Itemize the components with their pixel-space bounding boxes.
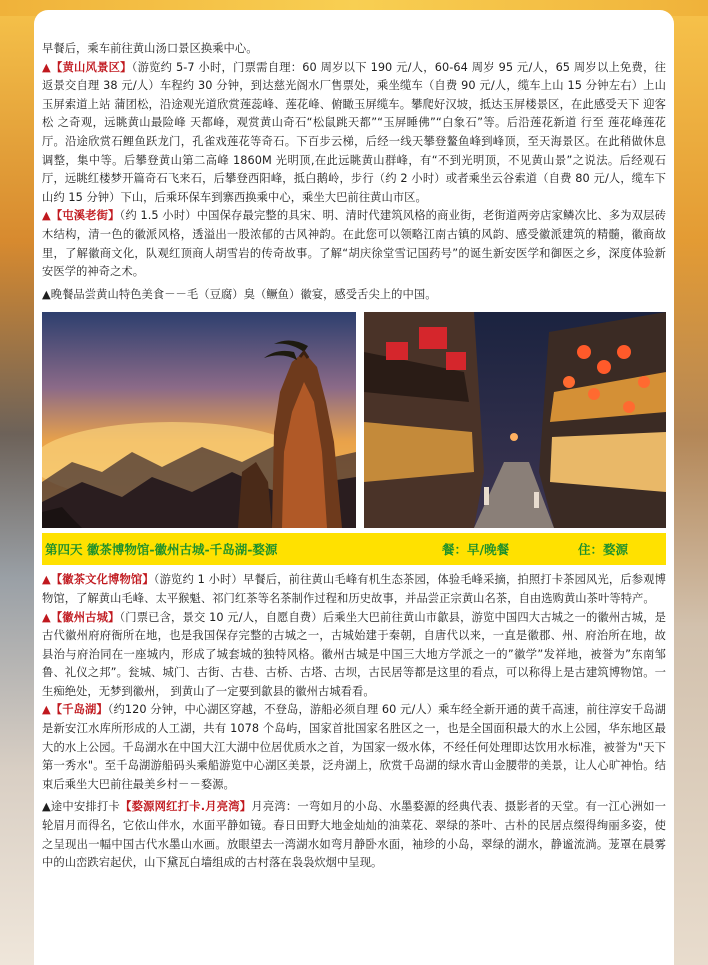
huangshan-pine-image [42,312,356,528]
moon-bay-paragraph [42,798,666,872]
itinerary-panel [34,10,674,965]
marker-icon: ▲ [42,703,51,717]
marker-icon: ▲ [42,209,51,223]
tunxi-paragraph [42,207,666,281]
tunxi-body: （约 1.5 小时）中国保存最完整的具宋、明、清时代建筑风格的商业街，老街道两旁店家鳞次比、多为双层砖木结构，清一色的徽派风格，透溢出一股浓郁的古风神韵。在此您可以领略江南古镇的风韵、感受徽派建筑的精髓，徽商故里，了解徽商文化，队观红顶商人胡雪岩的传奇故事。了解“胡庆徐堂雪记国药号”的诞生新安医学和御医之乡，深度体验新安医学的神奇之术。 [42,209,666,279]
tea-museum-title: 【徽茶文化博物馆】 [50,573,154,587]
marker-icon: ▲ [42,610,51,624]
tunxi-photo [364,312,666,528]
intro-paragraph: 早餐后，乘车前往黄山汤口景区换乘中心。 [42,42,258,55]
marker-icon: ▲ [42,60,51,74]
huangshan-photo [42,312,356,528]
qiandaohu-body: （约120 分钟，中心湖区穿越，不登岛，游船必须自理 60 元/人）乘车经全新开通的黄千高速，前往淳安千岛湖是新安江水库所形成的人工湖，共有 1078 个岛屿，国家首批国家名胜区之一，也是全国面积最大的水上公园，华东地区最大的水上公园。千岛湖水在中国大江大湖中位居优质水之首，为国家一级水体，不经任何处理即达饮用水标准，被誉为"天下第一秀水"。至千岛湖游船码头乘船游览中心湖区美景，泛舟湖上，欣赏千岛湖的绿水青山金腰带的美景，让人心旷神怡。结束后乘坐大巴前往最美乡村－－婺源。 [42,703,666,791]
day4-meals: 餐：早/晚餐 [442,542,510,558]
moon-bay-prefix: ▲途中安排打卡 [42,800,121,814]
day4-title: 第四天 徽茶博物馆-徽州古城-千岛湖-婺源 [45,542,278,558]
tea-museum-body: （游览约 1 小时）早餐后，前往黄山毛峰有机生态茶园，体验毛峰采摘，拍照打卡茶园风光，后参观博物馆，了解黄山毛峰、太平猴魁、祁门红茶等名茶制作过程和历史故事，并品尝正宗黄山名茶，自由选购黄山茶叶等特产。 [42,573,667,605]
day4-stay: 住：婺源 [578,542,629,558]
tea-museum-paragraph [42,571,666,608]
huangshan-paragraph [42,59,666,208]
qiandaohu-title: 【千岛湖】 [50,703,108,717]
photo-row [42,312,666,528]
huangshan-title: 【黄山风景区】 [50,60,132,74]
huangshan-body: （游览约 5-7 小时，门票需自理：60 周岁以下 190 元/人，60-64 周岁 95 元/人，65 周岁以上免费，往返景交自理 38 元/人）车程约 30 分钟，到达慈光阁水厂售票处，乘坐缆车（自费 90 元/人，缆车上山 15 分钟左右）上山玉屏索道上站 蒲团松，沿途观光道欣赏莲蕊峰、莲花峰、俯瞰玉屏缆车。攀爬好汉坡，抵达玉屏楼景区，在此感受天下 迎客松 之奇观，远眺黄山最险峰 天都峰，观赏黄山奇石“松鼠跳天都”“玉屏睡佛”“白象石”等。后沿莲花新道 行至 莲花峰莲花厅。沿途欣赏石鲤鱼跃龙门，孔雀戏莲花等奇石。下百步云梯，后经一线天攀登鳌鱼峰到峰顶，至天海景区。在此稍做休息调整，集中等。后攀登黄山第二高峰 1860M 光明顶,在此远眺黄山群峰，有“不到光明顶，不见黄山景”之说法。后经观石厅，远眺红楼梦开篇奇石飞来石，后攀登西阳峰，抵白鹅岭，步行（约 2 小时）或者乘坐云谷索道（自费 80 元/人，缆车下山约 15 分钟）下山，后乘环保车到寨西换乘中心，乘坐大巴前往黄山市区。 [42,60,666,204]
moon-bay-body: 月亮湾：一弯如月的小岛、水墨婺源的经典代表、摄影者的天堂。有一江心洲如一轮眉月而得名，它依山伴水，水面平静如镜。春日田野大地金灿灿的油菜花、翠绿的茶叶、古朴的民居点缀得绚丽多姿，使之呈现出一幅中国古代水墨山水画。放眼望去一湾湖水如弯月静卧水面，袖珍的小岛，翠绿的湖水，静谧流淌。茏罩在晨雾中的山峦跌宕起伏，山下黛瓦白墙组成的古村落在袅袅炊烟中呈现。 [42,800,666,870]
huizhou-body: （门票已含，景交 10 元/人，自愿自费）后乘坐大巴前往黄山市歙县，游览中国四大古城之一的徽州古城，是古代徽州府府衙所在地，也是我国保存完整的古城之一，古城始建于秦朝，自唐代以来，一直是徽郡、州、府治所在地，故县治与府治同在一座城内，形成了城套城的独特风格。徽州古城是中国三大地方学派之一的”徽学”发祥地，被誉为”东南邹鲁、礼仪之邦”。瓮城、城门、古街、古巷、古桥、古塔、古坝，古民居等都是这里的看点，可以称得上是古建筑博物馆。一生痴绝处，无梦到徽州， 到黄山了一定要到歙县的徽州古城看看。 [42,610,666,698]
huizhou-title: 【徽州古城】 [50,610,120,624]
qiandaohu-paragraph [42,701,666,794]
moon-bay-title: 【婺源网红打卡.月亮湾】 [120,800,252,814]
day4-content [42,571,666,873]
tunxi-street-image [364,312,666,528]
huizhou-paragraph [42,609,666,702]
tunxi-title: 【屯溪老街】 [50,209,120,223]
dinner-note: ▲晚餐品尝黄山特色美食－－毛（豆腐）臭（鳜鱼）徽宴，感受舌尖上的中国。 [42,287,437,301]
marker-icon: ▲ [42,573,51,587]
itinerary-content [42,40,666,873]
day4-header [42,533,666,565]
